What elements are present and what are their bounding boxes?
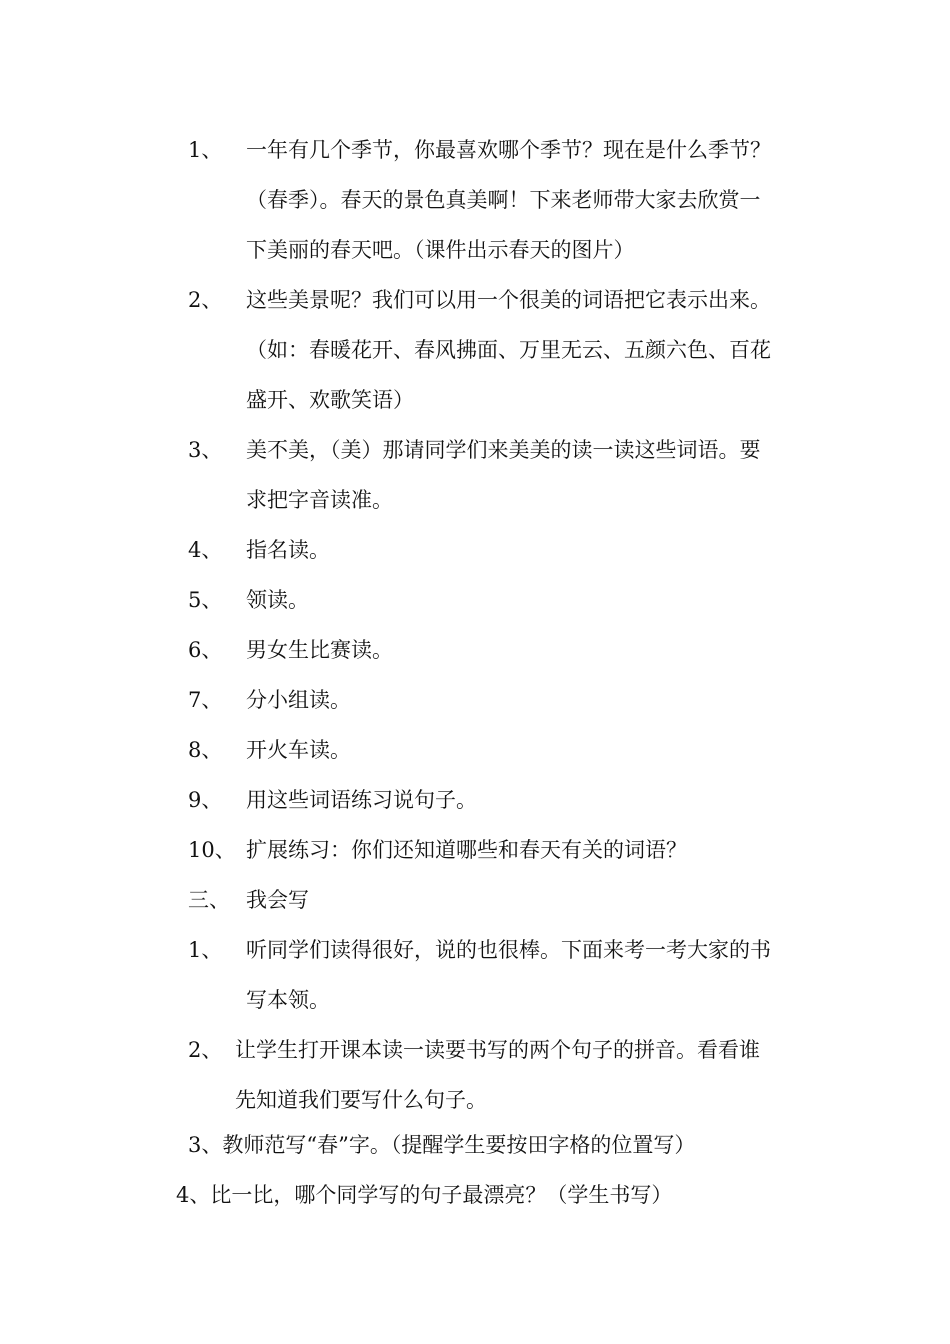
- text-line: 盛开、欢歌笑语）: [246, 388, 414, 412]
- item-text: [246, 725, 816, 775]
- item-number: 7、: [188, 688, 223, 712]
- item-number: 1、: [188, 138, 223, 162]
- item-number: 9、: [188, 788, 223, 812]
- item-text: [246, 825, 816, 875]
- item-text: [246, 275, 816, 425]
- text-line: 领读。: [246, 588, 309, 612]
- section-number: 三、: [188, 888, 230, 912]
- text-line: （如：春暖花开、春风拂面、万里无云、五颜六色、百花: [246, 338, 771, 362]
- item-number: 3、: [188, 438, 223, 462]
- text-line: 用这些词语练习说句子。: [246, 788, 477, 812]
- text-line: 分小组读。: [246, 688, 351, 712]
- list-item: 3、教师范写“春”字。（提醒学生要按田字格的位置写）: [188, 1133, 696, 1157]
- text-line: 听同学们读得很好，说的也很棒。下面来考一考大家的书: [246, 938, 771, 962]
- item-text: [246, 925, 816, 1025]
- text-line: 这些美景呢？我们可以用一个很美的词语把它表示出来。: [246, 288, 771, 312]
- text-line: 男女生比赛读。: [246, 638, 393, 662]
- text-line: 求把字音读准。: [246, 488, 393, 512]
- item-text: [246, 525, 816, 575]
- text-line: 指名读。: [246, 538, 330, 562]
- item-number: 1、: [188, 938, 223, 962]
- text-line: 让学生打开课本读一读要书写的两个句子的拼音。看看谁: [235, 1038, 760, 1062]
- item-text: [246, 125, 816, 275]
- text-line: 写本领。: [246, 988, 330, 1012]
- item-text: [246, 775, 816, 825]
- item-text: [246, 625, 816, 675]
- item-number: 4、: [188, 538, 223, 562]
- item-text: [246, 575, 816, 625]
- item-number: 10、: [188, 838, 236, 862]
- item-number: 2、: [188, 288, 223, 312]
- item-text: [246, 425, 816, 525]
- item-number: 5、: [188, 588, 223, 612]
- list-item: 4、比一比，哪个同学写的句子最漂亮？（学生书写）: [176, 1183, 673, 1207]
- item-text: [246, 675, 816, 725]
- text-line: 开火车读。: [246, 738, 351, 762]
- text-line: 扩展练习：你们还知道哪些和春天有关的词语？: [246, 838, 687, 862]
- text-line: 下美丽的春天吧。（课件出示春天的图片）: [246, 238, 635, 262]
- text-line: 先知道我们要写什么句子。: [235, 1088, 487, 1112]
- text-line: 一年有几个季节，你最喜欢哪个季节？现在是什么季节？: [246, 138, 771, 162]
- item-number: 6、: [188, 638, 223, 662]
- text-line: 我会写: [246, 888, 309, 912]
- item-number: 8、: [188, 738, 223, 762]
- text-line: 美不美，（美）那请同学们来美美的读一读这些词语。要: [246, 438, 761, 462]
- item-text: [235, 1025, 816, 1125]
- text-line: （春季）。春天的景色真美啊！下来老师带大家去欣赏一: [246, 188, 761, 212]
- section-title: [246, 875, 816, 925]
- item-number: 2、: [188, 1038, 223, 1062]
